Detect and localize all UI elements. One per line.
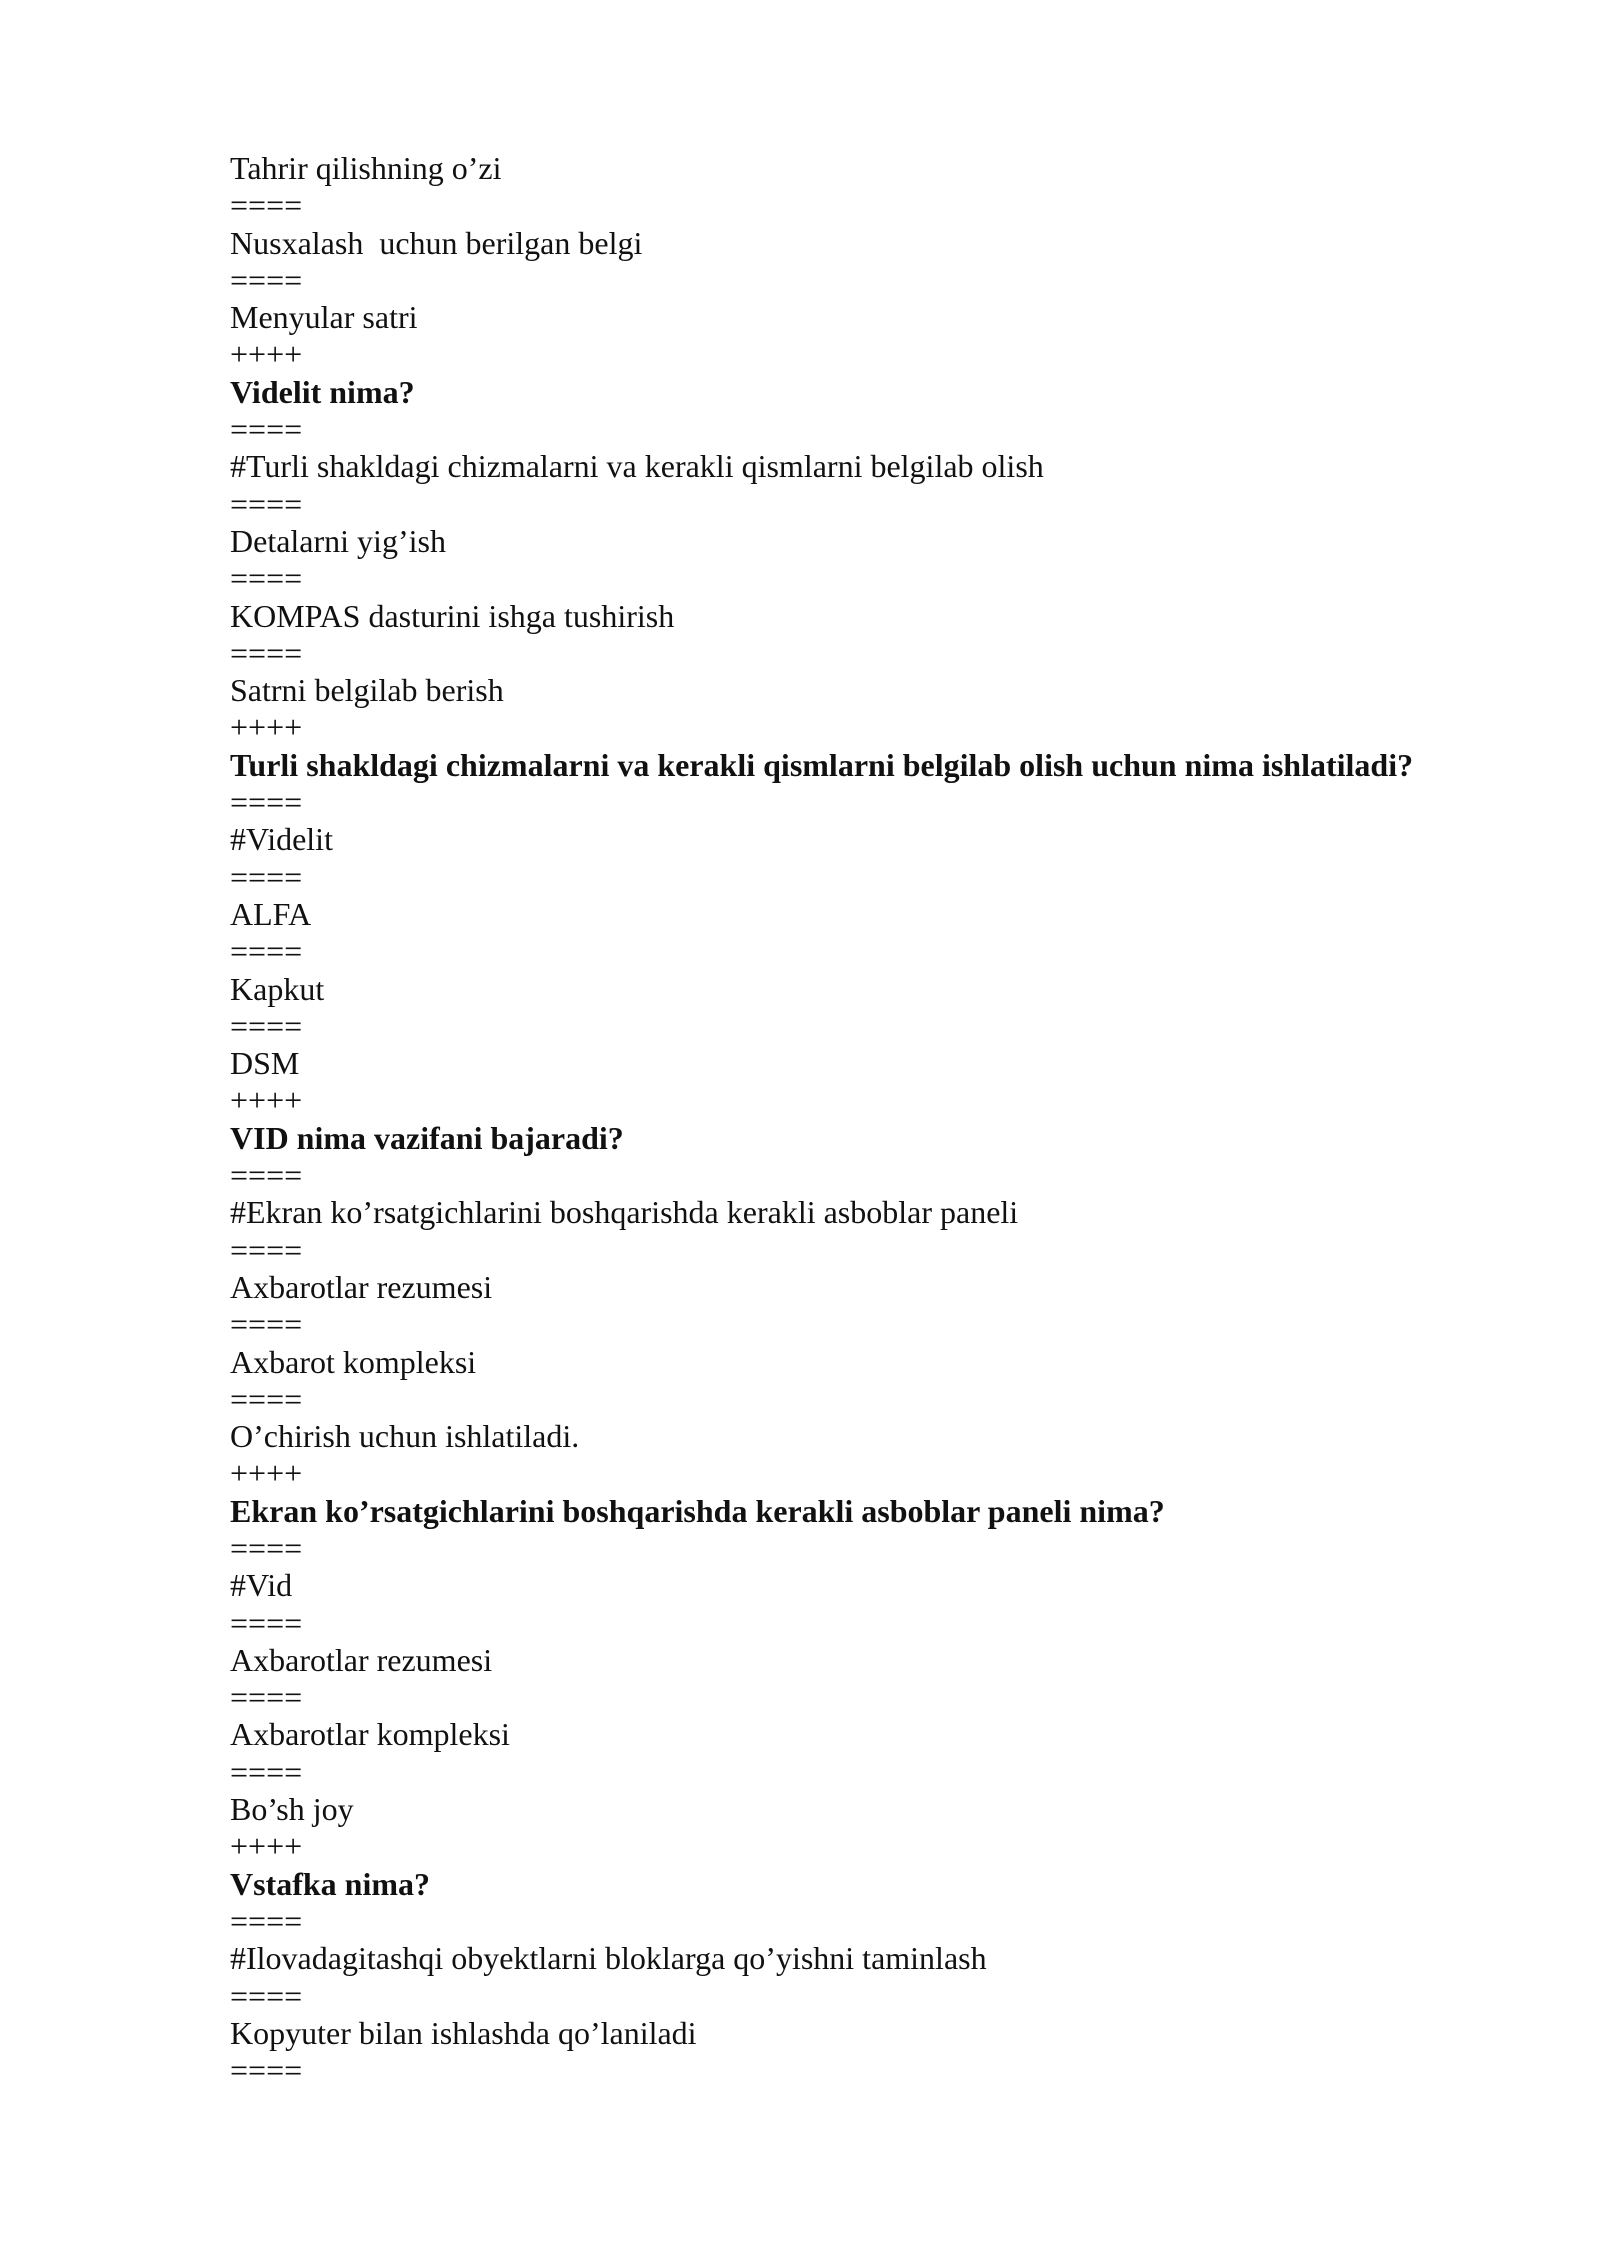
correct-answer-line: #Ilovadagitashqi obyektlarni bloklarga qo’yishni taminlash [230, 1940, 987, 1977]
separator-line: ==== [230, 1977, 303, 2014]
separator-line: ==== [230, 1604, 303, 1641]
separator-line: ==== [230, 858, 303, 895]
separator-line: ==== [230, 784, 303, 821]
separator-line: ==== [230, 1007, 303, 1044]
question-heading: Videlit nima? [230, 373, 415, 410]
question-heading: VID nima vazifani bajaradi? [230, 1119, 624, 1156]
separator-line: ==== [230, 1753, 303, 1790]
correct-answer-line: #Ekran ko’rsatgichlarini boshqarishda kerakli asboblar paneli [230, 1194, 1019, 1231]
answer-option-line: Axbarotlar rezumesi [230, 1641, 493, 1678]
separator-line: ==== [230, 1231, 303, 1268]
separator-line: ==== [230, 1679, 303, 1716]
separator-line: ==== [230, 560, 303, 597]
separator-line: ==== [230, 1306, 303, 1343]
answer-option-line: Menyular satri [230, 299, 418, 336]
question-separator-line: ++++ [230, 709, 303, 746]
correct-answer-line: #Vid [230, 1567, 293, 1604]
question-heading: Ekran ko’rsatgichlarini boshqarishda kerakli asboblar paneli nima? [230, 1492, 1165, 1529]
separator-line: ==== [230, 485, 303, 522]
answer-option-line: DSM [230, 1045, 300, 1082]
question-separator-line: ++++ [230, 336, 303, 373]
answer-option-line: Kapkut [230, 970, 325, 1007]
separator-line: ==== [230, 933, 303, 970]
answer-option-line: Tahrir qilishning o’zi [230, 150, 502, 186]
separator-line: ==== [230, 634, 303, 671]
answer-option-line: Satrni belgilab berish [230, 672, 504, 709]
separator-line: ==== [230, 1380, 303, 1417]
correct-answer-line: #Turli shakldagi chizmalarni va kerakli qismlarni belgilab olish [230, 448, 1044, 485]
answer-option-line: O’chirish uchun ishlatiladi. [230, 1418, 580, 1455]
answer-option-line: Axbarotlar kompleksi [230, 1716, 510, 1753]
question-heading: Vstafka nima? [230, 1865, 431, 1902]
answer-option-line: KOMPAS dasturini ishga tushirish [230, 597, 675, 634]
answer-option-line: Axbarot kompleksi [230, 1343, 477, 1380]
separator-line: ==== [230, 1157, 303, 1194]
answer-option-line: ALFA [230, 895, 312, 932]
answer-option-line: Bo’sh joy [230, 1791, 354, 1828]
answer-option-line: Detalarni yig’ish [230, 522, 446, 559]
separator-line: ==== [230, 1529, 303, 1566]
question-separator-line: ++++ [230, 1082, 303, 1119]
answer-option-line: Kopyuter bilan ishlashda qo’laniladi [230, 2014, 697, 2051]
answer-option-line: Nusxalash uchun berilgan belgi [230, 224, 643, 261]
separator-line: ==== [230, 187, 303, 224]
correct-answer-line: #Videlit [230, 821, 333, 858]
separator-line: ==== [230, 261, 303, 298]
question-separator-line: ++++ [230, 1455, 303, 1492]
answer-option-line: Axbarotlar rezumesi [230, 1268, 493, 1305]
document-body [230, 150, 1530, 2089]
separator-line: ==== [230, 1902, 303, 1939]
question-heading: Turli shakldagi chizmalarni va kerakli qismlarni belgilab olish uchun nima ishlatiladi? [230, 746, 1414, 783]
question-separator-line: ++++ [230, 1828, 303, 1865]
separator-line: ==== [230, 411, 303, 448]
separator-line: ==== [230, 2052, 303, 2089]
